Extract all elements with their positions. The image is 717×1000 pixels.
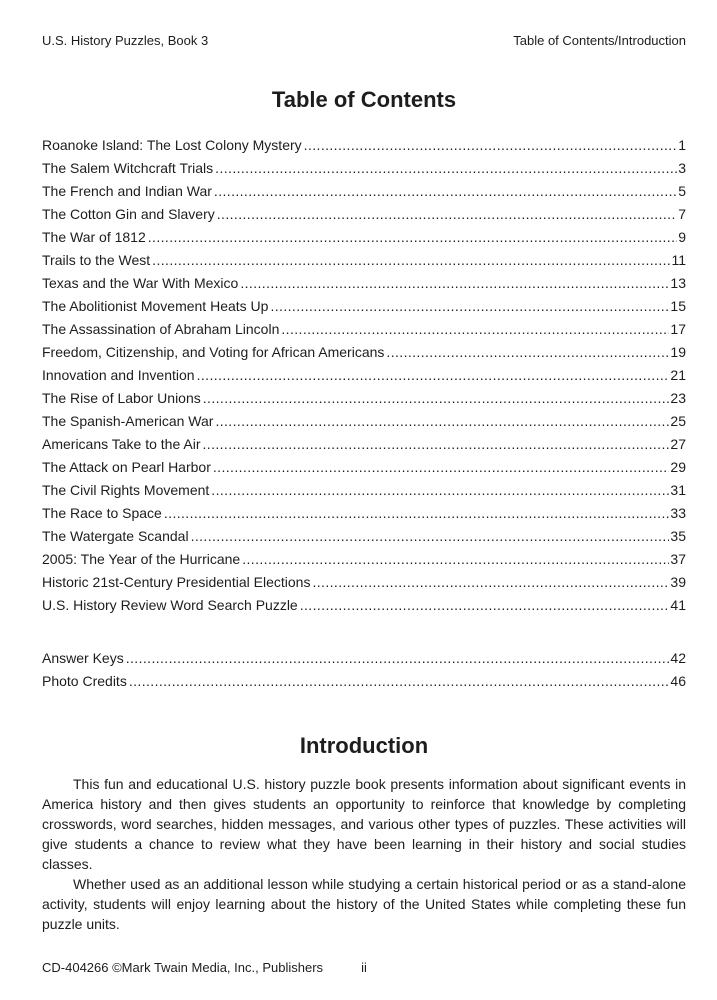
toc-entry-title: The Rise of Labor Unions — [42, 390, 201, 406]
toc-entry-page: 7 — [678, 206, 686, 222]
toc-entry-page: 3 — [678, 160, 686, 176]
dot-leader — [203, 387, 670, 410]
toc-entry-title: The Cotton Gin and Slavery — [42, 206, 215, 222]
toc-entry-page: 29 — [670, 459, 686, 475]
toc-entry-title: The Assassination of Abraham Lincoln — [42, 321, 280, 337]
toc-entry-page: 27 — [670, 436, 686, 452]
page-footer — [42, 960, 686, 976]
publisher-credit: CD-404266 ©Mark Twain Media, Inc., Publishers — [42, 960, 324, 975]
dot-leader — [213, 456, 670, 479]
dot-leader — [152, 249, 670, 272]
toc-entry-page: 39 — [670, 574, 686, 590]
toc-entry-page: 35 — [670, 528, 686, 544]
introduction-paragraph: This fun and educational U.S. history puzzle book presents information about significant events in America history and then gives students an opportunity to reinforce that knowledge by completing crosswords, word searches, hidden messages, and various other types of puzzles. These activities will give students a chance to review what they have been learning in their history and social studies classes. — [42, 776, 686, 872]
dot-leader — [164, 502, 670, 525]
toc-entry — [42, 548, 686, 571]
toc-entry-page: 19 — [670, 344, 686, 360]
toc-entry-page: 31 — [670, 482, 686, 498]
dot-leader — [197, 364, 670, 387]
running-head-section: Table of Contents/Introduction — [513, 33, 686, 48]
toc-entry-title: Photo Credits — [42, 673, 127, 689]
toc-entry — [42, 594, 686, 617]
toc-entry — [42, 272, 686, 295]
toc-entry — [42, 318, 686, 341]
dot-leader — [148, 226, 677, 249]
toc-entry-title: The French and Indian War — [42, 183, 212, 199]
toc-entry-page: 9 — [678, 229, 686, 245]
toc-entry-page: 33 — [670, 505, 686, 521]
dot-leader — [300, 594, 670, 617]
toc-entry-title: Texas and the War With Mexico — [42, 275, 239, 291]
toc-entry — [42, 341, 686, 364]
introduction-body — [42, 774, 686, 934]
toc-entry-title: U.S. History Review Word Search Puzzle — [42, 597, 298, 613]
toc-entry — [42, 479, 686, 502]
toc-entry-page: 1 — [678, 137, 686, 153]
toc-entry-title: The Attack on Pearl Harbor — [42, 459, 211, 475]
toc-entry-title: Roanoke Island: The Lost Colony Mystery — [42, 137, 302, 153]
dot-leader — [211, 479, 669, 502]
toc-entry — [42, 410, 686, 433]
toc-entry — [42, 647, 686, 670]
toc-entry-title: Answer Keys — [42, 650, 124, 666]
toc-entry — [42, 456, 686, 479]
toc-entry-title: The War of 1812 — [42, 229, 146, 245]
running-head-book-title: U.S. History Puzzles, Book 3 — [42, 33, 209, 48]
toc-entry-page: 15 — [670, 298, 686, 314]
introduction-paragraph: Whether used as an additional lesson while studying a certain historical period or as a stand-alone activity, students will enjoy learning about the history of the United States while completing these fun puzzle units. — [42, 876, 686, 932]
toc-entry-title: The Civil Rights Movement — [42, 482, 210, 498]
toc-entry-title: The Abolitionist Movement Heats Up — [42, 298, 269, 314]
toc-entry-title: The Race to Space — [42, 505, 162, 521]
page-number: ii — [361, 960, 367, 975]
toc-entry — [42, 134, 686, 157]
dot-leader — [191, 525, 670, 548]
toc-entry — [42, 203, 686, 226]
dot-leader — [214, 180, 677, 203]
dot-leader — [215, 157, 677, 180]
toc-entry — [42, 249, 686, 272]
toc-entry-title: 2005: The Year of the Hurricane — [42, 551, 241, 567]
dot-leader — [270, 295, 669, 318]
toc-entry-title: Historic 21st-Century Presidential Elections — [42, 574, 311, 590]
dot-leader — [126, 647, 670, 670]
toc-entry-page: 25 — [670, 413, 686, 429]
dot-leader — [242, 548, 669, 571]
toc-entry — [42, 157, 686, 180]
toc-entry-page: 37 — [670, 551, 686, 567]
dot-leader — [386, 341, 669, 364]
toc-entry-title: The Spanish-American War — [42, 413, 214, 429]
toc-entry — [42, 571, 686, 594]
toc-entry — [42, 295, 686, 318]
toc-entry-page: 23 — [670, 390, 686, 406]
toc-entry — [42, 670, 686, 693]
toc-entry-page: 21 — [670, 367, 686, 383]
dot-leader — [281, 318, 669, 341]
dot-leader — [304, 134, 678, 157]
toc-entry-page: 17 — [670, 321, 686, 337]
toc-entry-title: The Salem Witchcraft Trials — [42, 160, 214, 176]
toc-entry-page: 11 — [671, 252, 686, 268]
running-head — [42, 34, 686, 48]
dot-leader — [217, 203, 677, 226]
toc-entry — [42, 180, 686, 203]
toc-heading: Table of Contents — [271, 87, 457, 112]
toc-entry — [42, 226, 686, 249]
toc-entry — [42, 364, 686, 387]
toc-entry-title: Americans Take to the Air — [42, 436, 201, 452]
dot-leader — [312, 571, 669, 594]
introduction-heading: Introduction — [299, 733, 429, 758]
toc-entry-page: 46 — [670, 673, 686, 689]
table-of-contents — [42, 134, 686, 693]
dot-leader — [129, 670, 670, 693]
toc-entry — [42, 433, 686, 456]
toc-entry — [42, 387, 686, 410]
toc-back-matter — [42, 647, 686, 693]
toc-entry-title: Trails to the West — [42, 252, 151, 268]
toc-entry-page: 5 — [678, 183, 686, 199]
toc-entry-page: 41 — [670, 597, 686, 613]
toc-entry-title: The Watergate Scandal — [42, 528, 189, 544]
toc-entry-page: 13 — [670, 275, 686, 291]
toc-entry-title: Freedom, Citizenship, and Voting for African Americans — [42, 344, 385, 360]
toc-entry — [42, 502, 686, 525]
toc-entry-page: 42 — [670, 650, 686, 666]
dot-leader — [215, 410, 669, 433]
dot-leader — [240, 272, 669, 295]
toc-entry — [42, 525, 686, 548]
toc-entry-title: Innovation and Invention — [42, 367, 195, 383]
dot-leader — [202, 433, 669, 456]
